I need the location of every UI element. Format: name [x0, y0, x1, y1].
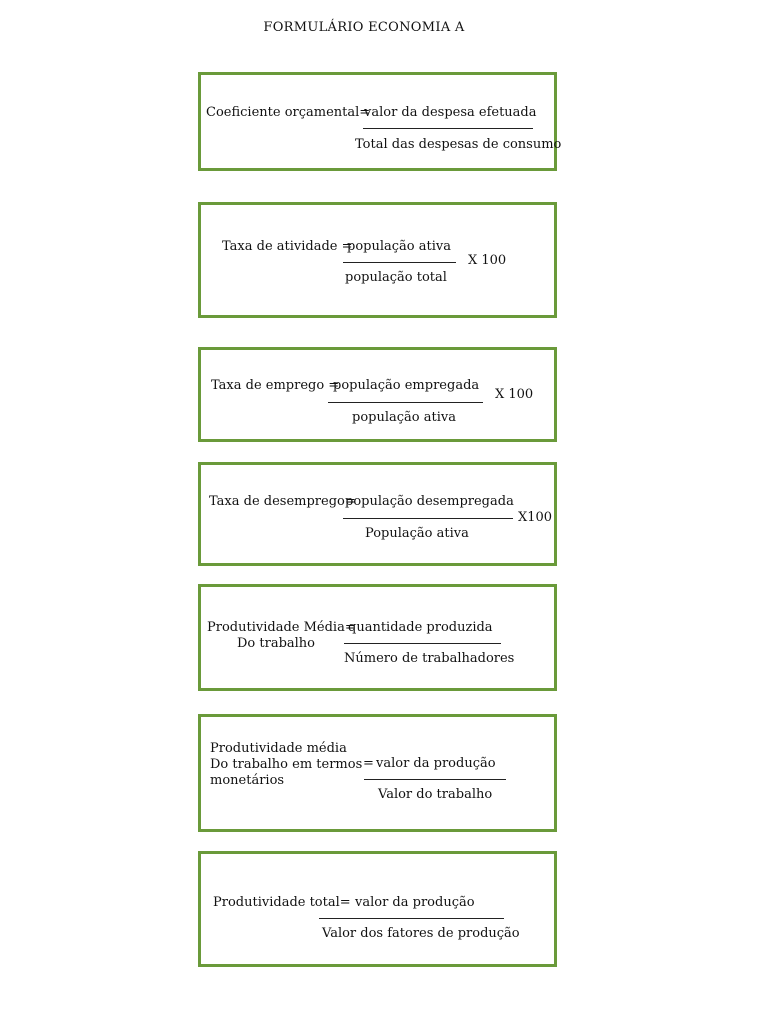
formula-numerator: população empregada: [333, 378, 480, 393]
fraction-bar: [343, 518, 513, 519]
formula-numerator: valor da produção: [376, 756, 496, 771]
fraction-bar: [319, 918, 504, 919]
formula-numerator: quantidade produzida: [348, 620, 493, 635]
formula-denominator: Número de trabalhadores: [344, 651, 515, 666]
formula-name-line1: Produtividade Média=: [207, 620, 356, 635]
formula-denominator: população ativa: [352, 410, 456, 425]
formula-numerator: valor da despesa efetuada: [364, 105, 537, 120]
formula-box-employment-rate: [198, 347, 557, 442]
formula-multiplier: X 100: [468, 253, 507, 268]
fraction-bar: [343, 262, 456, 263]
formula-name-line2: Do trabalho: [237, 636, 315, 651]
formula-name: Coeficiente orçamental=: [206, 105, 371, 120]
formula-box-unemployment-rate: [198, 462, 557, 566]
formula-name: Taxa de atividade =: [222, 239, 353, 254]
formula-denominator: Valor dos fatores de produção: [322, 926, 520, 941]
formula-denominator: População ativa: [365, 526, 469, 541]
formula-name: Taxa de desemprego=: [209, 494, 356, 509]
formula-name-line2: Do trabalho em termos: [210, 757, 363, 772]
formula-denominator: Valor do trabalho: [378, 787, 493, 802]
formula-denominator: população total: [345, 270, 447, 285]
formula-name: Produtividade total=: [213, 895, 351, 910]
formula-multiplier: X100: [518, 510, 553, 525]
fraction-bar: [328, 402, 483, 403]
formula-name-line3: monetários: [210, 773, 285, 788]
formula-numerator: população desempregada: [345, 494, 514, 509]
fraction-bar: [363, 128, 533, 129]
formula-box-average-labor-productivity: [198, 584, 557, 691]
formula-multiplier: X 100: [495, 387, 534, 402]
formula-numerator: população ativa: [347, 239, 451, 254]
formula-box-total-productivity: [198, 851, 557, 967]
formula-box-activity-rate: [198, 202, 557, 318]
formula-name: Taxa de emprego =: [211, 378, 340, 393]
fraction-bar: [344, 643, 501, 644]
formula-box-budget-coefficient: [198, 72, 562, 171]
document-title: FORMULÁRIO ECONOMIA A: [263, 20, 465, 35]
formula-denominator: Total das despesas de consumo: [355, 137, 562, 152]
formula-equals: =: [363, 756, 374, 771]
formula-numerator: valor da produção: [355, 895, 475, 910]
formula-name-line1: Produtividade média: [210, 741, 347, 756]
formula-box-monetary-labor-productivity: [198, 714, 557, 832]
fraction-bar: [364, 779, 506, 780]
